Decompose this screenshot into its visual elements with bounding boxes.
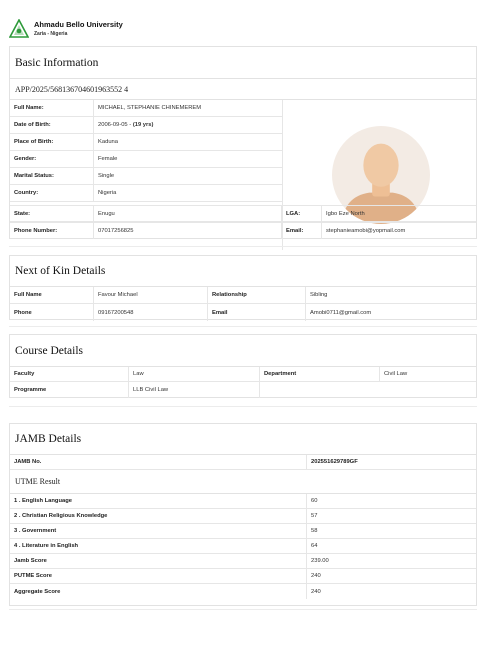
subject-row: 1 . English Language 60 bbox=[10, 494, 476, 509]
next-of-kin-title: Next of Kin Details bbox=[10, 256, 476, 287]
row-gender: Gender: Female bbox=[10, 151, 282, 168]
row-marital-status: Marital Status: Single bbox=[10, 168, 282, 185]
university-location: Zaria - Nigeria bbox=[34, 31, 68, 37]
divider bbox=[9, 246, 477, 247]
row-jamb-score: Jamb Score 239.00 bbox=[10, 554, 476, 569]
university-name: Ahmadu Bello University bbox=[34, 20, 123, 29]
row-aggregate-score: Aggregate Score 240 bbox=[10, 584, 476, 599]
age-badge: (19 yrs) bbox=[132, 122, 154, 128]
row-kin-name: Full Name Favour Michael Relationship Sibling bbox=[10, 287, 476, 304]
subject-row: 3 . Government 58 bbox=[10, 524, 476, 539]
divider bbox=[9, 326, 477, 327]
row-kin-phone: Phone 09167200548 Email Amobi0711@gmail.com bbox=[10, 304, 476, 321]
university-logo bbox=[9, 19, 29, 39]
header bbox=[9, 17, 123, 41]
divider bbox=[9, 609, 477, 610]
subject-row: 4 . Literature in English 64 bbox=[10, 539, 476, 554]
basic-info-title: Basic Information bbox=[10, 47, 476, 79]
divider bbox=[9, 406, 477, 407]
row-putme-score: PUTME Score 240 bbox=[10, 569, 476, 584]
row-faculty: Faculty Law Department Civil Law bbox=[10, 367, 476, 382]
utme-result-title: UTME Result bbox=[10, 470, 476, 494]
subject-row: 2 . Christian Religious Knowledge 57 bbox=[10, 509, 476, 524]
row-jamb-no: JAMB No. 202551629789GF bbox=[10, 455, 476, 470]
row-full-name: Full Name: MICHAEL, STEPHANIE CHINEMEREM bbox=[10, 100, 282, 117]
application-number: APP/2025/568136704601963552 4 bbox=[10, 79, 476, 100]
next-of-kin-card bbox=[9, 255, 477, 320]
basic-info-card bbox=[9, 46, 477, 239]
personal-rows bbox=[10, 100, 282, 202]
course-details-title: Course Details bbox=[10, 335, 476, 367]
row-dob: Date of Birth: 2006-09-05 - (19 yrs) bbox=[10, 117, 282, 134]
course-details-card bbox=[9, 334, 477, 398]
row-pob: Place of Birth: Kaduna bbox=[10, 134, 282, 151]
row-programme: Programme LLB Civil Law bbox=[10, 382, 476, 398]
row-country: Country: Nigeria bbox=[10, 185, 282, 202]
row-state-lga: State: Enugu LGA: Igbo Eze North bbox=[10, 205, 476, 222]
row-phone-email: Phone Number: 07017256825 Email: stephanieamobi@yopmail.com bbox=[10, 222, 476, 239]
jamb-details-card bbox=[9, 423, 477, 606]
jamb-details-title: JAMB Details bbox=[10, 424, 476, 455]
